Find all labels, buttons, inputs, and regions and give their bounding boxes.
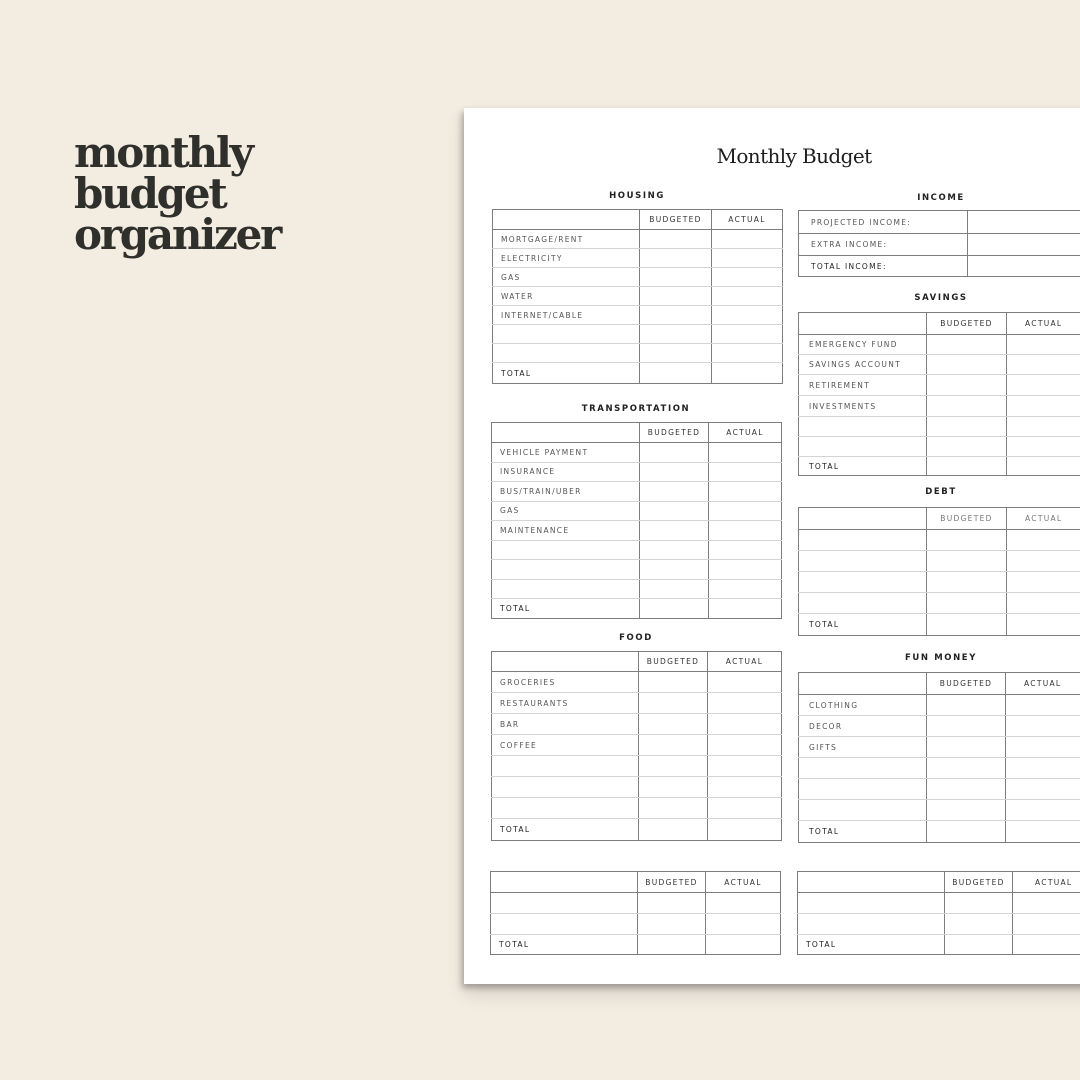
budgeted-cell[interactable] xyxy=(927,530,1007,551)
budgeted-total-cell[interactable] xyxy=(640,363,712,384)
actual-cell[interactable] xyxy=(706,893,781,914)
food-title: FOOD xyxy=(619,633,653,643)
budgeted-total-cell[interactable] xyxy=(638,935,706,955)
budgeted-total-cell[interactable] xyxy=(927,614,1007,636)
budgeted-total-cell[interactable] xyxy=(927,457,1007,476)
extra-income-value[interactable] xyxy=(968,234,1080,256)
actual-cell[interactable] xyxy=(1007,593,1080,614)
savings-title: SAVINGS xyxy=(914,293,968,303)
budgeted-cell[interactable] xyxy=(927,437,1007,457)
actual-cell[interactable] xyxy=(708,756,782,777)
actual-cell[interactable] xyxy=(709,560,782,580)
row-label xyxy=(491,914,638,935)
budgeted-cell[interactable] xyxy=(640,344,712,363)
actual-header: ACTUAL xyxy=(1006,673,1080,695)
budgeted-cell[interactable] xyxy=(927,572,1007,593)
actual-cell[interactable] xyxy=(708,672,782,693)
budgeted-cell[interactable] xyxy=(640,268,712,287)
row-label: EMERGENCY FUND xyxy=(799,335,927,355)
budgeted-cell[interactable] xyxy=(638,914,706,935)
row-label: VEHICLE PAYMENT xyxy=(492,443,640,463)
row-label xyxy=(493,344,640,363)
actual-cell[interactable] xyxy=(1007,396,1080,417)
row-label: RETIREMENT xyxy=(799,375,927,396)
budgeted-header: BUDGETED xyxy=(927,313,1007,335)
actual-total-cell[interactable] xyxy=(1013,935,1080,955)
actual-cell[interactable] xyxy=(709,540,782,560)
income-title: INCOME xyxy=(917,193,965,203)
total-label: TOTAL xyxy=(492,819,639,841)
header-label-cell xyxy=(492,652,639,672)
actual-cell[interactable] xyxy=(1006,758,1080,779)
budgeted-header: BUDGETED xyxy=(640,210,712,230)
actual-cell[interactable] xyxy=(1007,335,1080,355)
row-label xyxy=(799,417,927,437)
budgeted-cell[interactable] xyxy=(639,777,708,798)
actual-cell[interactable] xyxy=(1013,893,1080,914)
row-label xyxy=(799,551,927,572)
actual-cell[interactable] xyxy=(708,798,782,819)
budgeted-cell[interactable] xyxy=(927,417,1007,437)
budgeted-header: BUDGETED xyxy=(927,508,1007,530)
budgeted-cell[interactable] xyxy=(945,893,1013,914)
actual-cell[interactable] xyxy=(1007,572,1080,593)
budgeted-cell[interactable] xyxy=(927,355,1007,375)
budgeted-cell[interactable] xyxy=(945,914,1013,935)
budgeted-cell[interactable] xyxy=(640,521,709,541)
actual-cell[interactable] xyxy=(1006,695,1080,716)
actual-header: ACTUAL xyxy=(706,872,781,893)
row-label xyxy=(492,798,639,819)
header-label-cell xyxy=(799,673,927,695)
actual-cell[interactable] xyxy=(709,482,782,502)
budgeted-header: BUDGETED xyxy=(640,423,709,443)
budgeted-header: BUDGETED xyxy=(638,872,706,893)
row-label xyxy=(492,560,640,580)
total-label: TOTAL xyxy=(799,457,927,476)
budgeted-cell[interactable] xyxy=(639,693,708,714)
budgeted-cell[interactable] xyxy=(927,551,1007,572)
budgeted-header: BUDGETED xyxy=(639,652,708,672)
row-label xyxy=(491,893,638,914)
header-label-cell xyxy=(799,313,927,335)
row-label xyxy=(493,325,640,344)
header-label-cell xyxy=(798,872,945,893)
budgeted-cell[interactable] xyxy=(927,737,1006,758)
budgeted-header: BUDGETED xyxy=(927,673,1006,695)
extra-table-right xyxy=(797,871,1080,955)
actual-header: ACTUAL xyxy=(712,210,783,230)
row-label xyxy=(799,437,927,457)
projected-income-value[interactable] xyxy=(968,211,1080,234)
actual-cell[interactable] xyxy=(709,501,782,521)
actual-cell[interactable] xyxy=(708,777,782,798)
budgeted-cell[interactable] xyxy=(640,560,709,580)
budgeted-cell[interactable] xyxy=(640,287,712,306)
actual-cell[interactable] xyxy=(1007,530,1080,551)
total-label: TOTAL xyxy=(799,821,927,843)
transportation-table xyxy=(491,422,782,619)
budgeted-cell[interactable] xyxy=(639,756,708,777)
actual-total-cell[interactable] xyxy=(1006,821,1080,843)
budgeted-header: BUDGETED xyxy=(945,872,1013,893)
row-label: WATER xyxy=(493,287,640,306)
actual-total-cell[interactable] xyxy=(1007,614,1080,636)
actual-header: ACTUAL xyxy=(1007,313,1080,335)
actual-total-cell[interactable] xyxy=(709,599,782,619)
actual-header: ACTUAL xyxy=(708,652,782,672)
budgeted-total-cell[interactable] xyxy=(945,935,1013,955)
budgeted-total-cell[interactable] xyxy=(640,599,709,619)
actual-total-cell[interactable] xyxy=(708,819,782,841)
budgeted-total-cell[interactable] xyxy=(927,821,1006,843)
hero-line-1: monthly xyxy=(74,128,252,177)
row-label xyxy=(799,572,927,593)
row-label xyxy=(799,593,927,614)
fun-money-table xyxy=(798,672,1080,843)
header-label-cell xyxy=(491,872,638,893)
transportation-title: TRANSPORTATION xyxy=(581,404,691,414)
actual-cell[interactable] xyxy=(708,714,782,735)
housing-title: HOUSING xyxy=(609,191,665,201)
row-label: INTERNET/CABLE xyxy=(493,306,640,325)
row-label: GAS xyxy=(493,268,640,287)
actual-cell[interactable] xyxy=(1007,355,1080,375)
debt-table xyxy=(798,507,1080,636)
total-label: TOTAL xyxy=(493,363,640,384)
actual-cell[interactable] xyxy=(709,579,782,599)
budgeted-cell[interactable] xyxy=(927,695,1006,716)
budgeted-cell[interactable] xyxy=(927,335,1007,355)
row-label xyxy=(492,756,639,777)
actual-cell[interactable] xyxy=(1007,551,1080,572)
row-label: BUS/TRAIN/UBER xyxy=(492,482,640,502)
actual-total-cell[interactable] xyxy=(1007,457,1080,476)
row-label: INSURANCE xyxy=(492,462,640,482)
budgeted-cell[interactable] xyxy=(927,779,1006,800)
budgeted-cell[interactable] xyxy=(927,758,1006,779)
debt-title: DEBT xyxy=(925,487,957,497)
row-label: GIFTS xyxy=(799,737,927,758)
savings-table xyxy=(798,312,1080,476)
row-label: ELECTRICITY xyxy=(493,249,640,268)
row-label: DECOR xyxy=(799,716,927,737)
housing-table xyxy=(492,209,783,384)
row-label: INVESTMENTS xyxy=(799,396,927,417)
total-label: TOTAL xyxy=(798,935,945,955)
actual-cell[interactable] xyxy=(709,462,782,482)
actual-cell[interactable] xyxy=(1006,779,1080,800)
extra-income-label: EXTRA INCOME: xyxy=(799,234,968,256)
header-label-cell xyxy=(799,508,927,530)
budgeted-cell[interactable] xyxy=(927,800,1006,821)
row-label: MORTGAGE/RENT xyxy=(493,230,640,249)
actual-cell[interactable] xyxy=(1006,716,1080,737)
row-label: GROCERIES xyxy=(492,672,639,693)
budgeted-cell[interactable] xyxy=(927,716,1006,737)
row-label xyxy=(492,540,640,560)
actual-cell[interactable] xyxy=(706,914,781,935)
budgeted-cell[interactable] xyxy=(640,443,709,463)
budgeted-cell[interactable] xyxy=(638,893,706,914)
budgeted-cell[interactable] xyxy=(640,462,709,482)
row-label: BAR xyxy=(492,714,639,735)
row-label xyxy=(799,530,927,551)
hero-line-2: budget xyxy=(74,169,226,218)
actual-cell[interactable] xyxy=(1007,375,1080,396)
actual-total-cell[interactable] xyxy=(706,935,781,955)
actual-cell[interactable] xyxy=(709,443,782,463)
budgeted-cell[interactable] xyxy=(640,249,712,268)
budgeted-cell[interactable] xyxy=(640,579,709,599)
actual-cell[interactable] xyxy=(712,287,783,306)
actual-cell[interactable] xyxy=(709,521,782,541)
actual-cell[interactable] xyxy=(1006,737,1080,758)
row-label xyxy=(798,893,945,914)
document-title: Monthly Budget xyxy=(716,144,872,168)
actual-header: ACTUAL xyxy=(1007,508,1080,530)
actual-cell[interactable] xyxy=(1006,800,1080,821)
actual-cell[interactable] xyxy=(712,230,783,249)
budgeted-cell[interactable] xyxy=(927,396,1007,417)
income-table xyxy=(798,210,1080,277)
hero-title xyxy=(74,128,281,259)
budgeted-cell[interactable] xyxy=(927,375,1007,396)
row-label: CLOTHING xyxy=(799,695,927,716)
actual-cell[interactable] xyxy=(1007,437,1080,457)
actual-cell[interactable] xyxy=(708,693,782,714)
actual-cell[interactable] xyxy=(712,306,783,325)
projected-income-label: PROJECTED INCOME: xyxy=(799,211,968,234)
budgeted-cell[interactable] xyxy=(639,798,708,819)
row-label: RESTAURANTS xyxy=(492,693,639,714)
actual-cell[interactable] xyxy=(712,325,783,344)
actual-cell[interactable] xyxy=(712,249,783,268)
budgeted-cell[interactable] xyxy=(639,735,708,756)
row-label xyxy=(799,779,927,800)
total-income-label: TOTAL INCOME: xyxy=(799,256,968,277)
budgeted-cell[interactable] xyxy=(927,593,1007,614)
budget-sheet xyxy=(464,108,1080,984)
row-label: MAINTENANCE xyxy=(492,521,640,541)
actual-cell[interactable] xyxy=(1013,914,1080,935)
row-label: SAVINGS ACCOUNT xyxy=(799,355,927,375)
budgeted-cell[interactable] xyxy=(640,482,709,502)
header-label-cell xyxy=(493,210,640,230)
budgeted-cell[interactable] xyxy=(640,501,709,521)
row-label: COFFEE xyxy=(492,735,639,756)
budgeted-cell[interactable] xyxy=(640,306,712,325)
actual-cell[interactable] xyxy=(1007,417,1080,437)
row-label xyxy=(492,579,640,599)
actual-header: ACTUAL xyxy=(1013,872,1080,893)
actual-cell[interactable] xyxy=(712,268,783,287)
food-table xyxy=(491,651,782,841)
actual-header: ACTUAL xyxy=(709,423,782,443)
header-label-cell xyxy=(492,423,640,443)
budgeted-cell[interactable] xyxy=(639,672,708,693)
row-label xyxy=(798,914,945,935)
hero-line-3: organizer xyxy=(74,210,281,259)
total-income-value[interactable] xyxy=(968,256,1080,277)
row-label xyxy=(799,758,927,779)
row-label xyxy=(492,777,639,798)
row-label: GAS xyxy=(492,501,640,521)
budgeted-cell[interactable] xyxy=(640,325,712,344)
actual-cell[interactable] xyxy=(712,344,783,363)
actual-cell[interactable] xyxy=(708,735,782,756)
total-label: TOTAL xyxy=(799,614,927,636)
total-label: TOTAL xyxy=(491,935,638,955)
budgeted-total-cell[interactable] xyxy=(639,819,708,841)
budgeted-cell[interactable] xyxy=(640,230,712,249)
fun-money-title: FUN MONEY xyxy=(905,653,977,663)
budgeted-cell[interactable] xyxy=(640,540,709,560)
extra-table-left xyxy=(490,871,781,955)
budgeted-cell[interactable] xyxy=(639,714,708,735)
actual-total-cell[interactable] xyxy=(712,363,783,384)
row-label xyxy=(799,800,927,821)
total-label: TOTAL xyxy=(492,599,640,619)
